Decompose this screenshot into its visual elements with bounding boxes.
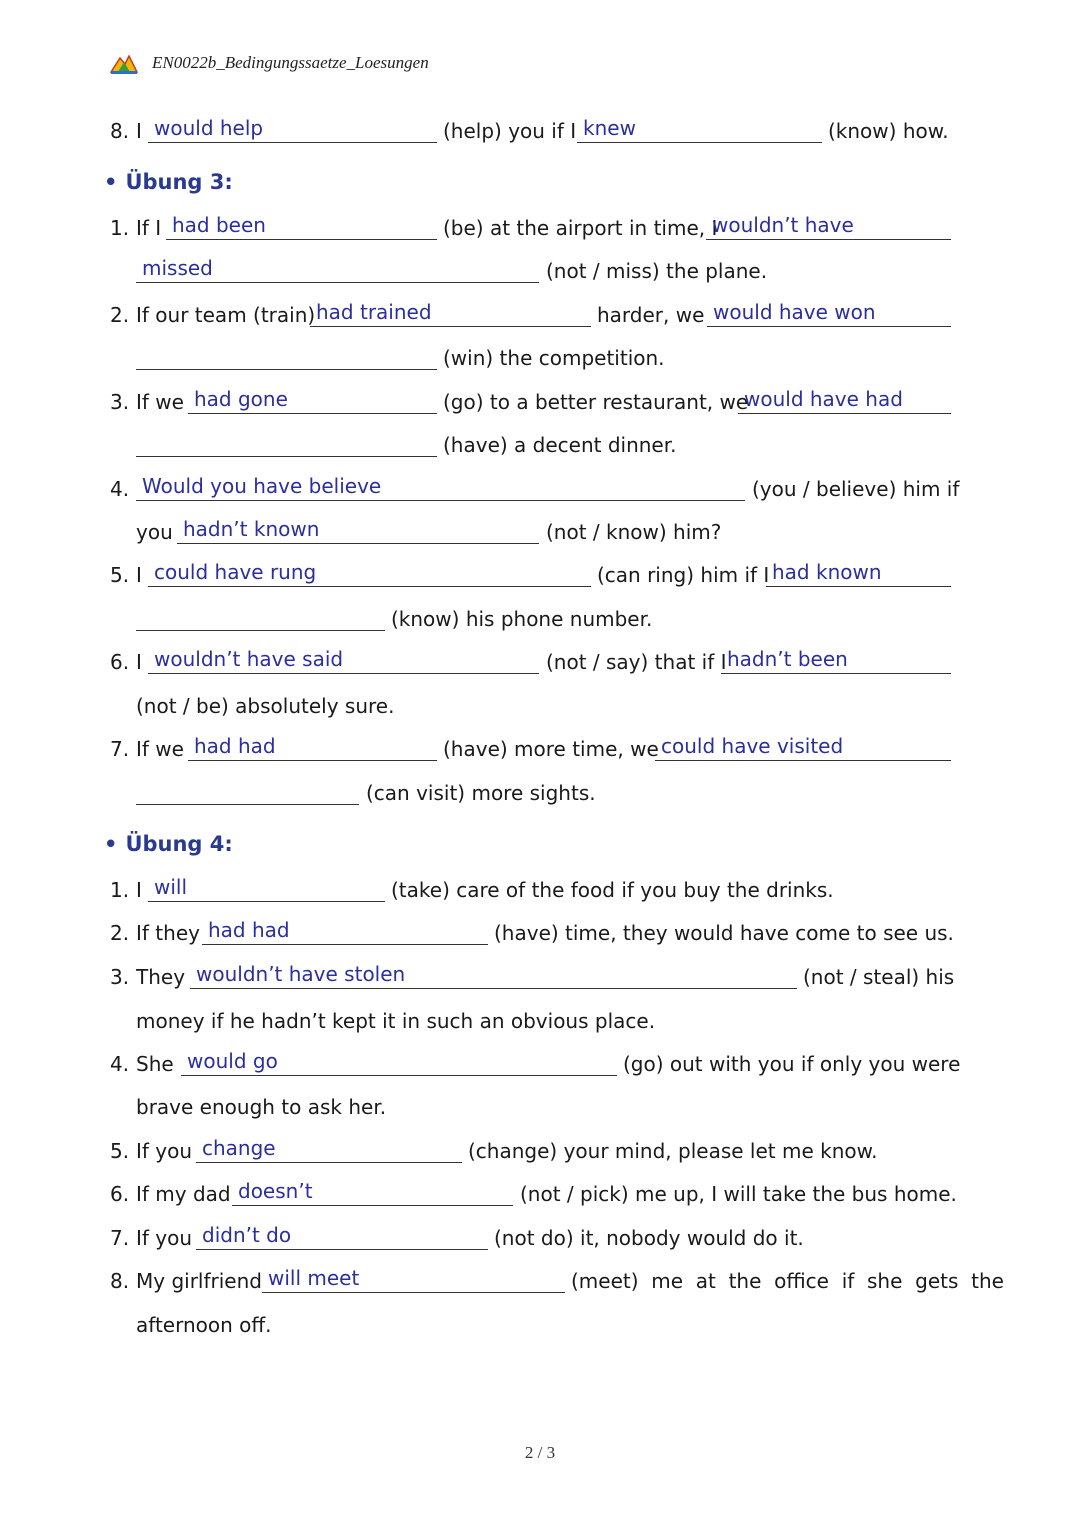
answer-text: doesn’t [238, 1179, 313, 1203]
answer-text: missed [142, 256, 213, 280]
sentence-text: (not / pick) me up, I will take the bus home. [520, 1182, 957, 1206]
bullet-icon: • [104, 832, 118, 856]
sentence-text: (not / be) absolutely sure. [136, 694, 395, 718]
answer-text: Would you have believe [142, 474, 382, 498]
answer-blank[interactable] [655, 734, 951, 761]
sentence-text: If I [136, 216, 162, 240]
sentence-text: I [136, 119, 142, 143]
document-title: EN0022b_Bedingungssaetze_Loesungen [152, 53, 429, 72]
answer-text: had had [208, 918, 290, 942]
sentence-text: (go) out with you if only you were [623, 1052, 961, 1076]
answer-blank[interactable] [738, 387, 951, 414]
sentence-text: (have) more time, we [443, 737, 659, 761]
answer-text: could have rung [154, 560, 317, 584]
sentence-text: I [136, 650, 142, 674]
sentence-text: (can visit) more sights. [366, 781, 596, 805]
item-number: 7. [110, 737, 130, 761]
answer-text: change [202, 1136, 276, 1160]
answer-blank[interactable] [136, 604, 385, 631]
answer-blank[interactable] [721, 647, 951, 674]
sentence-text: If you [136, 1226, 193, 1250]
sentence-text: money if he hadn’t kept it in such an obvious place. [136, 1009, 656, 1033]
answer-blank[interactable] [202, 918, 488, 945]
sentence-text: (not / know) him? [546, 520, 722, 544]
answer-blank[interactable] [136, 256, 539, 283]
sentence-text: (not / miss) the plane. [546, 259, 768, 283]
item-number: 4. [110, 1052, 130, 1076]
answer-text: would have had [744, 387, 903, 411]
item-number: 6. [110, 1182, 130, 1206]
sentence-text: If we [136, 390, 184, 414]
sentence-text: (can ring) him if I [597, 563, 770, 587]
answer-blank[interactable] [136, 430, 437, 457]
answer-text: wouldn’t have stolen [196, 962, 406, 986]
item-number: 7. [110, 1226, 130, 1250]
answer-blank[interactable] [766, 560, 951, 587]
item-number: 4. [110, 477, 130, 501]
answer-text: didn’t do [202, 1223, 292, 1247]
answer-blank[interactable] [707, 300, 951, 327]
item-number: 2. [110, 921, 130, 945]
answer-text: would help [154, 116, 264, 140]
answer-blank[interactable] [136, 343, 437, 370]
answer-text: would have won [713, 300, 876, 324]
sentence-text: brave enough to ask her. [136, 1095, 387, 1119]
sentence-text: If they [136, 921, 200, 945]
answer-blank[interactable] [148, 875, 385, 902]
item-number: 6. [110, 650, 130, 674]
answer-blank[interactable] [232, 1179, 513, 1206]
heading-text: Übung 3: [125, 170, 233, 194]
item-number: 3. [110, 390, 130, 414]
sentence-text: I [136, 563, 142, 587]
item-number: 8. [110, 119, 130, 143]
sentence-text: My girlfriend [136, 1269, 262, 1293]
answer-text: had been [172, 213, 266, 237]
item-number: 3. [110, 965, 130, 989]
sentence-text: you [136, 520, 173, 544]
sentence-text: (know) his phone number. [391, 607, 653, 631]
sentence-text: (win) the competition. [443, 346, 665, 370]
sentence-text: afternoon off. [136, 1313, 272, 1337]
sentence-text: If my dad [136, 1182, 231, 1206]
sentence-text: If you [136, 1139, 193, 1163]
sentence-text: (not do) it, nobody would do it. [494, 1226, 804, 1250]
item-number: 5. [110, 1139, 130, 1163]
sentence-text: (change) your mind, please let me know. [468, 1139, 878, 1163]
sentence-text: (have) time, they would have come to see us. [494, 921, 954, 945]
answer-text: could have visited [661, 734, 844, 758]
item-number: 8. [110, 1269, 130, 1293]
answer-text: had known [772, 560, 882, 584]
answer-blank[interactable] [148, 647, 539, 674]
mountain-logo-icon [110, 52, 138, 74]
answer-blank[interactable] [196, 1223, 488, 1250]
answer-blank[interactable] [190, 962, 797, 989]
answer-blank[interactable] [706, 213, 951, 240]
answer-blank[interactable] [262, 1266, 565, 1293]
sentence-text: (take) care of the food if you buy the drinks. [391, 878, 834, 902]
sentence-text: They [136, 965, 186, 989]
item-number: 2. [110, 303, 130, 327]
answer-blank[interactable] [177, 517, 539, 544]
sentence-text: (have) a decent dinner. [443, 433, 677, 457]
sentence-text: (go) to a better restaurant, we [443, 390, 749, 414]
answer-text: wouldn’t have said [154, 647, 344, 671]
document-header [110, 50, 429, 76]
answer-blank[interactable] [188, 734, 437, 761]
answer-text: had gone [194, 387, 288, 411]
answer-blank[interactable] [577, 116, 822, 143]
answer-blank[interactable] [136, 474, 745, 501]
answer-text: hadn’t known [183, 517, 320, 541]
sentence-text: If our team (train) [136, 303, 316, 327]
sentence-text: I [136, 878, 142, 902]
sentence-text: (be) at the airport in time, I [443, 216, 718, 240]
answer-blank[interactable] [148, 116, 437, 143]
heading-text: Übung 4: [125, 832, 233, 856]
sentence-text: If we [136, 737, 184, 761]
sentence-text: harder, we [597, 303, 705, 327]
answer-blank[interactable] [166, 213, 437, 240]
answer-text: hadn’t been [727, 647, 848, 671]
answer-text: will [154, 875, 188, 899]
sentence-text: (know) how. [828, 119, 949, 143]
page-number: 2 / 3 [524, 1443, 556, 1462]
answer-blank[interactable] [310, 300, 591, 327]
answer-text: had trained [316, 300, 432, 324]
section-heading [104, 167, 233, 197]
sentence-text: (not / steal) his [803, 965, 955, 989]
answer-text: would go [187, 1049, 278, 1073]
answer-text: will meet [268, 1266, 360, 1290]
sentence-text: (you / believe) him if [752, 477, 960, 501]
answer-text: knew [583, 116, 636, 140]
item-number: 5. [110, 563, 130, 587]
sentence-text: (meet) me at the office if she gets the [571, 1269, 1004, 1293]
answer-blank[interactable] [148, 560, 591, 587]
item-number: 1. [110, 878, 130, 902]
answer-text: wouldn’t have [712, 213, 854, 237]
sentence-text: She [136, 1052, 174, 1076]
bullet-icon: • [104, 170, 118, 194]
answer-blank[interactable] [188, 387, 437, 414]
answer-text: had had [194, 734, 276, 758]
section-heading [104, 829, 233, 859]
item-number: 1. [110, 216, 130, 240]
answer-blank[interactable] [196, 1136, 462, 1163]
answer-blank[interactable] [181, 1049, 617, 1076]
sentence-text: (not / say) that if I [546, 650, 727, 674]
answer-blank[interactable] [136, 778, 359, 805]
sentence-text: (help) you if I [443, 119, 577, 143]
